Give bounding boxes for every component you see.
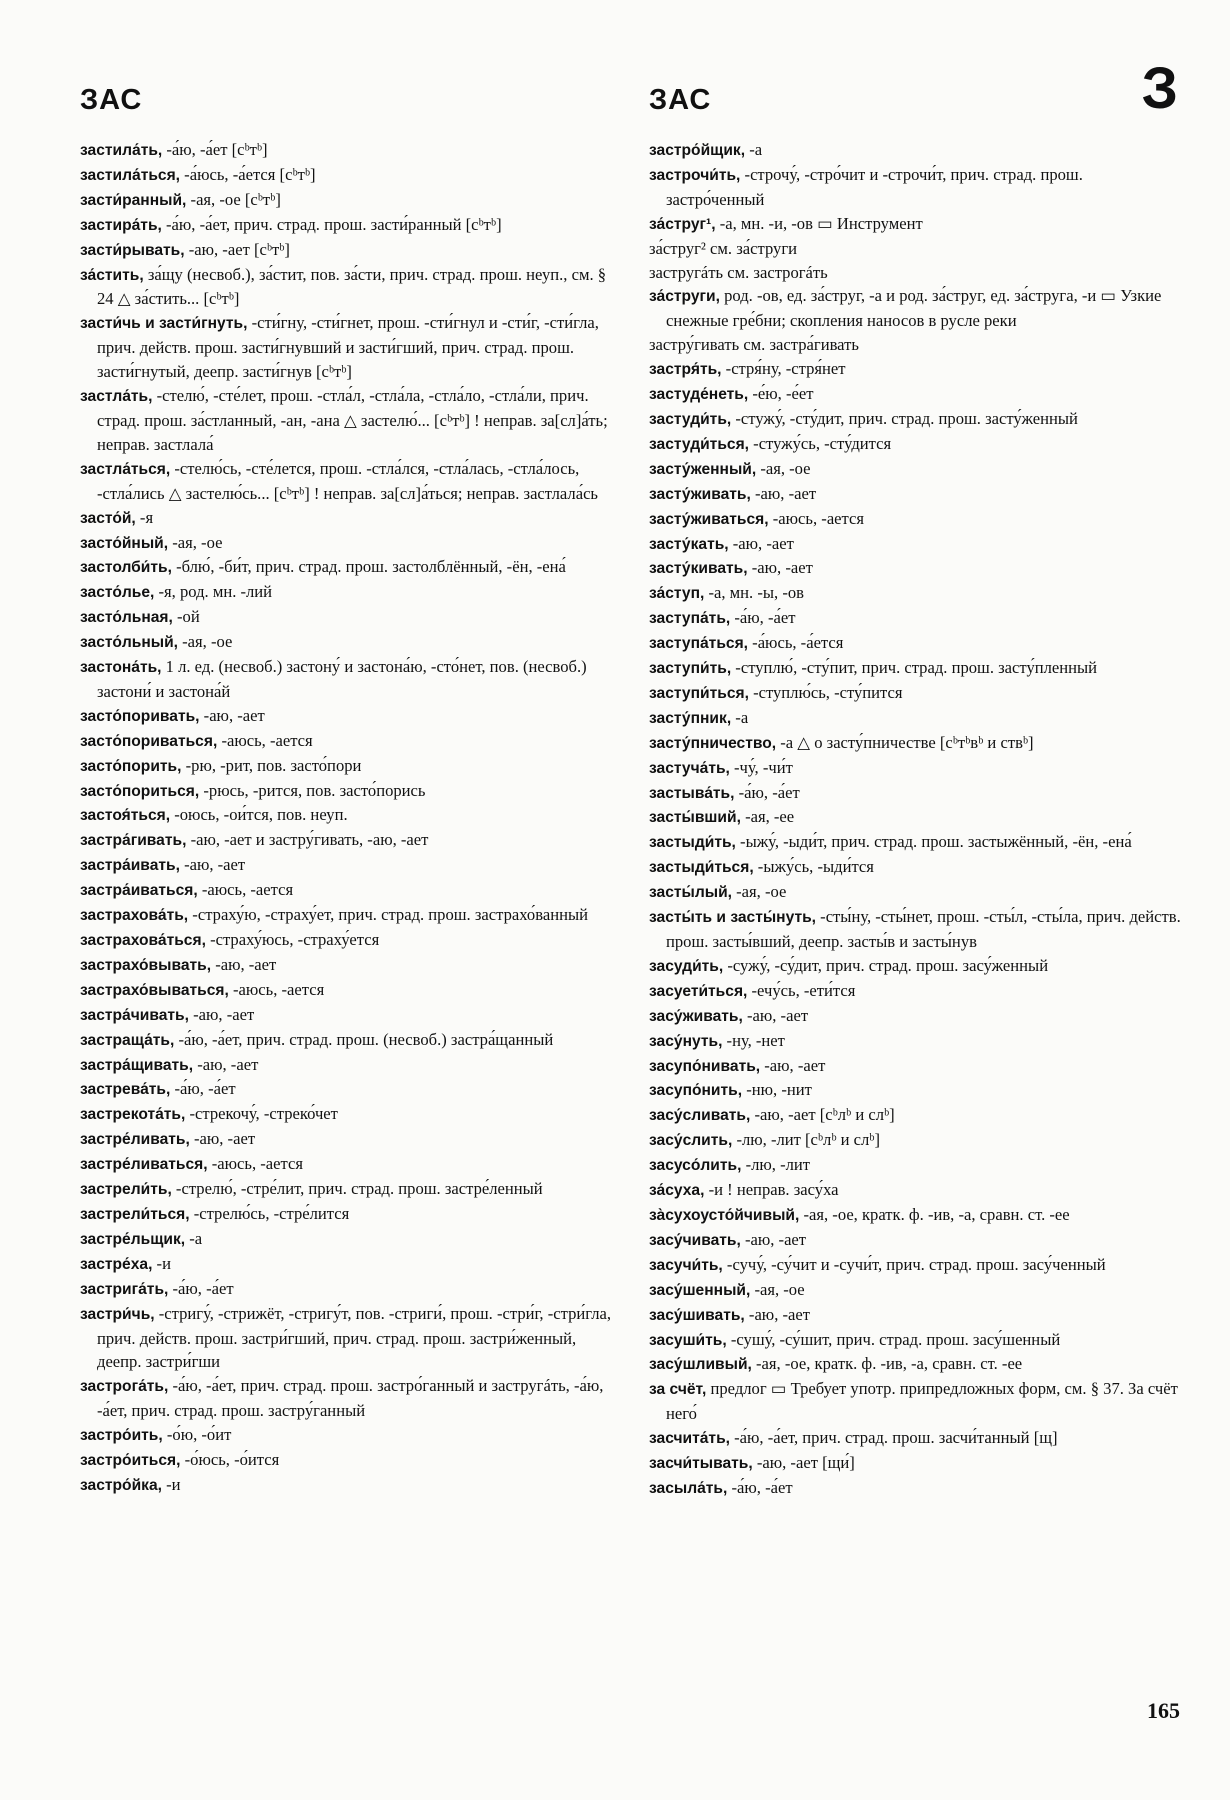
dictionary-entry — [80, 457, 615, 506]
headword: засу́шенный, — [649, 1281, 751, 1299]
headword: заступа́ться, — [649, 635, 749, 653]
headword: застуча́ть, — [649, 759, 730, 777]
headword: застуди́ть, — [649, 410, 732, 428]
headword: засу́чивать, — [649, 1231, 741, 1249]
entry-text: -ыжу́сь, -ыди́тся — [753, 857, 874, 877]
headword: застыди́ть, — [649, 834, 736, 852]
dictionary-entry — [80, 531, 615, 556]
entry-text: -стелю́сь, -сте́лется, прош. -стла́лся, -стла́лась, -стла́лось, -стла́лись △ застелю́сь... [сᵇтᵇ] ! неправ. за[сл]а́ться; неправ. застлала́сь — [97, 458, 599, 503]
entry-text: -сучу́, -су́чит и -сучи́т, прич. страд. прош. засу́ченный — [722, 1254, 1106, 1274]
dictionary-entry — [80, 1053, 615, 1078]
entry-text: -аю, -ает — [740, 1229, 807, 1249]
dictionary-entry — [80, 1374, 615, 1423]
entry-text: -аю, -ает — [750, 483, 817, 503]
entry-text: -ступлю́сь, -сту́пится — [748, 682, 903, 702]
entry-text: -аю, -ает — [747, 558, 813, 578]
dictionary-entry — [649, 432, 1184, 457]
headword: застрога́ть, — [80, 1378, 169, 1396]
dictionary-entry — [649, 1128, 1184, 1153]
headword: засупо́нить, — [649, 1082, 743, 1100]
dictionary-entry — [649, 357, 1184, 382]
headword: за счёт, — [649, 1381, 707, 1399]
entry-text: -аю, -ает [сᵇтᵇ] — [184, 239, 290, 259]
headword: застро́ить, — [80, 1427, 163, 1445]
entry-text: -а́ю, -а́ет, прич. страд. прош. (несвоб.) застра́щанный — [174, 1029, 554, 1049]
headword: за́суха, — [649, 1182, 705, 1200]
entry-text: -ступлю́, -сту́пит, прич. страд. прош. засту́пленный — [731, 658, 1098, 678]
entry-text: -стелю́, -сте́лет, прош. -стла́л, -стла́ла, -стла́ло, -стла́ли, прич. страд. прош. за́стланный, -ан, -ана △ застелю́... [сᵇтᵇ] ! неправ. за[сл]а́ть; неправ. застлала́ — [97, 386, 608, 454]
right-column — [649, 138, 1184, 1501]
entry-text: -ая, -ое — [178, 632, 233, 652]
dictionary-entry — [80, 1473, 615, 1498]
left-column — [80, 138, 615, 1498]
dictionary-entry — [80, 630, 615, 655]
dictionary-entry — [80, 1102, 615, 1127]
dictionary-entry — [80, 1177, 615, 1202]
dictionary-entry — [649, 1078, 1184, 1103]
dictionary-entry — [649, 1178, 1184, 1203]
headword: засуети́ться, — [649, 982, 748, 1000]
entry-text: -стрекочу́, -стреко́чет — [185, 1104, 338, 1124]
entry-text: -страху́ю, -страху́ет, прич. страд. прош. застрахо́ванный — [188, 905, 588, 925]
dictionary-entry — [80, 1077, 615, 1102]
headword: засти́чь и засти́гнуть, — [80, 315, 248, 333]
dictionary-entry — [80, 605, 615, 630]
headword: застра́ивать, — [80, 857, 180, 875]
headword: засто́лье, — [80, 584, 155, 602]
headword: застолби́ть, — [80, 559, 172, 577]
dictionary-entry — [649, 284, 1184, 333]
headword: засу́шивать, — [649, 1306, 745, 1324]
entry-text: -рю, -рит, пов. засто́пори — [181, 755, 362, 775]
entry-text: -и — [152, 1253, 171, 1273]
headword: застро́иться, — [80, 1452, 181, 1470]
dictionary-entry — [649, 979, 1184, 1004]
entry-text: застругáть см. застрогáть — [649, 262, 828, 282]
entry-text: -аю, -ает — [728, 533, 794, 553]
headword: застыди́ться, — [649, 859, 754, 877]
entry-text: -ечу́сь, -ети́тся — [747, 980, 856, 1000]
dictionary-entry — [80, 1227, 615, 1252]
headword: засыла́ть, — [649, 1479, 728, 1497]
headword: засчи́тывать, — [649, 1455, 753, 1473]
dictionary-entry — [649, 1278, 1184, 1303]
entry-text: -и — [161, 1474, 181, 1494]
entry-text: -аю, -ает — [193, 1054, 259, 1074]
dictionary-entry — [649, 905, 1184, 954]
dictionary-entry — [649, 954, 1184, 979]
headword: засуши́ть, — [649, 1331, 727, 1349]
entry-text: -ыжу́, -ыди́т, прич. страд. прош. застыжённый, -ён, -ена́ — [735, 832, 1132, 852]
headword: засту́кать, — [649, 535, 729, 553]
dictionary-entry — [80, 1152, 615, 1177]
entry-text: -ая, -ое, кратк. ф. -ив, -а, сравн. ст. -ее — [799, 1204, 1070, 1224]
dictionary-entry — [649, 1303, 1184, 1328]
headword: застраща́ть, — [80, 1031, 175, 1049]
entry-text: -ну, -нет — [722, 1030, 785, 1050]
headword: застре́ха, — [80, 1255, 153, 1273]
entry-text: -чу́, -чи́т — [729, 757, 793, 777]
headword: застрахо́вывать, — [80, 956, 212, 974]
running-head-left: ЗАС — [80, 84, 143, 116]
entry-text: -ая, -ое — [750, 1279, 805, 1299]
headword: застрига́ть, — [80, 1280, 169, 1298]
entry-text: -стужу́сь, -сту́дится — [749, 433, 892, 453]
entry-text: -а — [731, 707, 749, 727]
entry-text: -ая, -ое [сᵇтᵇ] — [186, 189, 281, 209]
dictionary-entry — [649, 581, 1184, 606]
entry-text: -лю, -лит — [741, 1155, 811, 1175]
headword: засту́пничество, — [649, 734, 777, 752]
headword: засу́живать, — [649, 1007, 743, 1025]
dictionary-entry — [80, 953, 615, 978]
dictionary-entry — [80, 1028, 615, 1053]
entry-text: -а́юсь, -а́ется [сᵇтᵇ] — [180, 164, 316, 184]
entry-text: -аю, -ает — [179, 855, 246, 875]
dictionary-entry — [649, 212, 1184, 237]
entry-text: -а́ю, -а́ет, прич. страд. прош. застро́ганный и застругáть, -а́ю, -а́ет, прич. страд. прош. застру́ганный — [97, 1376, 604, 1421]
entry-text: -аюсь, -ается — [207, 1154, 303, 1174]
entry-text: -аю, -ает — [189, 1129, 256, 1149]
entry-text: -а́ю, -а́ет — [170, 1079, 236, 1099]
entry-text: -а́ю, -а́ет, прич. страд. прош. засчи́танный [щ] — [730, 1428, 1058, 1448]
headword: заступи́ться, — [649, 684, 749, 702]
dictionary-entry — [649, 1451, 1184, 1476]
entry-text: -аю, -ает — [199, 705, 265, 725]
headword: за́стить, — [80, 266, 144, 284]
headword: засты́лый, — [649, 884, 732, 902]
running-head-right: ЗАС — [649, 84, 712, 116]
dictionary-entry — [80, 138, 615, 163]
headword: за́струги, — [649, 288, 720, 306]
headword: засусо́лить, — [649, 1157, 742, 1175]
dictionary-entry — [649, 482, 1184, 507]
headword: застри́чь, — [80, 1305, 155, 1323]
page-number: 165 — [1147, 1698, 1180, 1723]
headword: засти́рывать, — [80, 241, 185, 259]
headword: засту́женный, — [649, 460, 757, 478]
dictionary-entry — [649, 1054, 1184, 1079]
entry-text: -аюсь, -ается — [217, 730, 313, 750]
dictionary-entry — [80, 238, 615, 263]
entry-text: -аю, -ает — [742, 1005, 809, 1025]
headword: засто́пориться, — [80, 782, 200, 800]
dictionary-entry — [649, 1103, 1184, 1128]
dictionary-entry — [80, 704, 615, 729]
headword: застыва́ть, — [649, 784, 735, 802]
dictionary-entry — [649, 407, 1184, 432]
entry-text: -аю, -ает и застру́гивать, -аю, -ает — [186, 830, 429, 850]
dictionary-entry — [649, 781, 1184, 806]
entry-text: -страху́юсь, -страху́ется — [205, 930, 380, 949]
headword: застрахова́ть, — [80, 907, 189, 925]
headword: застла́ться, — [80, 460, 171, 478]
entry-text: -аюсь, -ается — [197, 880, 294, 900]
dictionary-entry — [649, 138, 1184, 163]
dictionary-entry — [80, 754, 615, 779]
entry-text: -стужу́, -сту́дит, прич. страд. прош. засту́женный — [731, 408, 1078, 428]
headword: застро́йка, — [80, 1476, 162, 1494]
entry-text: -сушу́, -су́шит, прич. страд. прош. засу́шенный — [726, 1329, 1061, 1349]
dictionary-entry — [649, 731, 1184, 756]
headword: застрахо́вываться, — [80, 981, 229, 999]
entry-text: -о́ю, -о́ит — [162, 1425, 232, 1445]
dictionary-entry — [80, 1252, 615, 1277]
entry-text: -ая, -ое, кратк. ф. -ив, -а, сравн. ст. -ее — [751, 1354, 1023, 1374]
headword: засту́живать, — [649, 485, 751, 503]
entry-text: -аюсь, -ается — [228, 979, 325, 999]
entry-text: -ню, -нит — [742, 1080, 812, 1100]
dictionary-entry — [649, 1253, 1184, 1278]
headword: застила́ться, — [80, 166, 181, 184]
headword: застре́льщик, — [80, 1230, 186, 1248]
entry-text: -стрелю́сь, -стре́лится — [189, 1203, 350, 1223]
headword: застра́щивать, — [80, 1056, 194, 1074]
dictionary-entry — [80, 779, 615, 804]
headword: застрекота́ть, — [80, 1106, 186, 1124]
entry-text: застру́гивать см. застра́гивать — [649, 335, 859, 355]
entry-text: 1 л. ед. (несвоб.) застону́ и застона́ю, -сто́нет, пов. (несвоб.) застони́ и застона́й — [97, 657, 587, 701]
entry-text: -ая, -ое — [756, 458, 811, 478]
dictionary-entry — [80, 163, 615, 188]
dictionary-entry — [649, 1426, 1184, 1451]
dictionary-entry — [80, 878, 615, 903]
entry-text: -сты́ну, -сты́нет, прош. -сты́л, -сты́ла, прич. действ. прош. засты́вший, деепр. засты́в и засты́нув — [666, 907, 1181, 951]
headword: засто́й, — [80, 509, 136, 527]
dictionary-entry — [649, 532, 1184, 557]
entry-text: за́струг² см. за́струги — [649, 238, 798, 258]
entry-text: -ая, -ое — [732, 882, 787, 902]
headword: засто́пориваться, — [80, 732, 218, 750]
dictionary-entry — [80, 803, 615, 828]
entry-text: -а́ю, -а́ет [сᵇтᵇ] — [162, 140, 268, 159]
dictionary-entry — [80, 729, 615, 754]
entry-text: -и ! неправ. засу́ха — [704, 1180, 839, 1200]
dictionary-entry — [80, 506, 615, 531]
entry-text: -ая, -ее — [740, 807, 795, 827]
entry-text: -стря́ну, -стря́нет — [721, 359, 846, 379]
headword: за̀сухоусто́йчивый, — [649, 1206, 800, 1224]
headword: засуди́ть, — [649, 957, 724, 975]
entry-text: -стригу́, -стрижёт, -стригу́т, пов. -стриги́, прош. -стри́г, -стри́гла, прич. действ. прош. застри́гший, прич. страд. прош. застри́женный, деепр. застри́гши — [97, 1303, 612, 1372]
headword: застрели́ть, — [80, 1181, 172, 1199]
entry-text: -ой — [172, 607, 200, 627]
dictionary-entry — [649, 382, 1184, 407]
dictionary-entry — [649, 1004, 1184, 1029]
headword: застря́ть, — [649, 361, 722, 379]
headword: засто́льная, — [80, 609, 173, 627]
entry-text: -я — [135, 507, 154, 527]
dictionary-entry — [80, 188, 615, 213]
dictionary-entry — [649, 507, 1184, 532]
headword: засто́порить, — [80, 757, 182, 775]
dictionary-entry — [649, 1029, 1184, 1054]
dictionary-entry — [80, 655, 615, 704]
entry-text: -а, мн. -ы, -ов — [704, 583, 804, 603]
entry-text: -сти́гну, -сти́гнет, прош. -сти́гнул и -сти́г, -сти́гла, прич. действ. прош. засти́гнувший и засти́гший, прич. страд. прош. засти́гнутый, деепр. засти́гнув [сᵇтᵇ] — [97, 313, 599, 382]
headword: засты́ть и засты́нуть, — [649, 909, 817, 927]
entry-text: -а — [745, 140, 763, 159]
headword: засти́ранный, — [80, 191, 187, 209]
dictionary-entry — [649, 556, 1184, 581]
entry-text: -строчу́, -стро́чит и -строчи́т, прич. страд. прош. застро́ченный — [666, 164, 1083, 209]
dictionary-entry — [649, 1352, 1184, 1377]
headword: засучи́ть, — [649, 1256, 723, 1274]
entry-text: -лю, -лит [сᵇлᵇ и слᵇ] — [732, 1130, 880, 1150]
dictionary-entry — [80, 853, 615, 878]
headword: застоя́ться, — [80, 807, 171, 825]
entry-text: -а́ю, -а́ет — [730, 608, 796, 628]
headword: застила́ть, — [80, 142, 163, 159]
entry-text: -а́ю, -а́ет, прич. страд. прош. засти́ранный [сᵇтᵇ] — [161, 214, 502, 234]
section-letter: З — [1141, 56, 1178, 121]
entry-text: -а, мн. -и, -ов ▭ Инструмент — [715, 213, 923, 233]
headword: засту́кивать, — [649, 560, 748, 578]
entry-text: -а — [185, 1228, 203, 1248]
entry-text: -а́ю, -а́ет — [168, 1278, 234, 1298]
dictionary-entry — [649, 261, 1184, 285]
dictionary-entry — [649, 631, 1184, 656]
headword: засту́пник, — [649, 709, 732, 727]
dictionary-entry — [80, 263, 615, 312]
dictionary-entry — [649, 880, 1184, 905]
dictionary-entry — [649, 1328, 1184, 1353]
headword: засупо́нивать, — [649, 1057, 761, 1075]
dictionary-entry — [649, 855, 1184, 880]
dictionary-entry — [649, 830, 1184, 855]
headword: застла́ть, — [80, 388, 153, 406]
dictionary-entry — [649, 333, 1184, 357]
dictionary-entry — [80, 1277, 615, 1302]
dictionary-entry — [80, 978, 615, 1003]
dictionary-entry — [649, 606, 1184, 631]
entry-text: -о́юсь, -о́ится — [180, 1450, 280, 1470]
headword: засто́льный, — [80, 634, 178, 652]
headword: засту́живаться, — [649, 510, 769, 528]
entry-text: -стрелю́, -стре́лит, прич. страд. прош. застре́ленный — [171, 1179, 543, 1199]
headword: застрева́ть, — [80, 1081, 171, 1099]
headword: застра́чивать, — [80, 1006, 189, 1024]
dictionary-entry — [649, 706, 1184, 731]
dictionary-entry — [649, 1203, 1184, 1228]
dictionary-entry — [80, 311, 615, 384]
headword: заступи́ть, — [649, 660, 732, 678]
dictionary-entry — [80, 1003, 615, 1028]
headword: застро́йщик, — [649, 142, 746, 159]
entry-text: -ая, -ое — [168, 532, 223, 552]
headword: засу́слить, — [649, 1132, 733, 1150]
headword: засчита́ть, — [649, 1430, 730, 1448]
headword: засу́шливый, — [649, 1356, 752, 1374]
entry-text: -аю, -ает [сᵇлᵇ и слᵇ] — [750, 1105, 895, 1125]
dictionary-entry — [80, 555, 615, 580]
entry-text: за́щу (несвоб.), за́стит, пов. за́сти, прич. страд. прош. неуп., см. § 24 △ за́стить... [сᵇтᵇ] — [97, 264, 607, 309]
entry-text: -оюсь, -ои́тся, пов. неуп. — [170, 805, 348, 825]
entry-text: -аю, -ает — [744, 1304, 811, 1324]
headword: застрочи́ть, — [649, 166, 741, 184]
entry-text: -аю, -ает — [188, 1004, 255, 1024]
entry-text: -сужу́, -су́дит, прич. страд. прош. засу́женный — [723, 955, 1049, 975]
headword: застуди́ться, — [649, 435, 750, 453]
entry-text: -а́юсь, -а́ется — [748, 633, 844, 653]
headword: застира́ть, — [80, 216, 162, 234]
headword: засто́поривать, — [80, 707, 200, 725]
entry-text: -а́ю, -а́ет — [734, 782, 800, 802]
dictionary-entry — [649, 681, 1184, 706]
dictionary-entry — [649, 163, 1184, 212]
entry-text: -блю́, -би́т, прич. страд. прош. застолблённый, -ён, -ена́ — [171, 557, 566, 577]
dictionary-entry — [80, 580, 615, 605]
headword: засу́нуть, — [649, 1032, 723, 1050]
entry-text: -аю, -ает — [760, 1055, 826, 1075]
entry-text: род. -ов, ед. за́струг, -а и род. за́струг, ед. за́струга, -и ▭ Узкие снежные гре́бни; скопления наносов в русле реки — [666, 286, 1162, 331]
headword: застре́ливаться, — [80, 1156, 208, 1174]
dictionary-entry — [649, 656, 1184, 681]
dictionary-entry — [80, 1202, 615, 1227]
entry-text: -аю, -ает — [211, 954, 277, 974]
dictionary-entry — [80, 928, 615, 953]
headword: за́ступ, — [649, 585, 705, 603]
dictionary-entry — [80, 1448, 615, 1473]
headword: заступа́ть, — [649, 610, 731, 628]
dictionary-entry — [649, 1476, 1184, 1501]
dictionary-entry — [649, 1153, 1184, 1178]
dictionary-entry — [80, 1423, 615, 1448]
entry-text: -рюсь, -рится, пов. засто́порись — [199, 780, 426, 800]
dictionary-entry — [80, 1302, 615, 1375]
headword: застона́ть, — [80, 659, 162, 677]
headword: застра́гивать, — [80, 832, 187, 850]
headword: засто́йный, — [80, 534, 169, 552]
entry-text: -я, род. мн. -лий — [154, 582, 273, 602]
entry-text: -а́ю, -а́ет — [727, 1477, 793, 1497]
headword: застре́ливать, — [80, 1131, 190, 1149]
dictionary-entry — [80, 1127, 615, 1152]
dictionary-entry — [80, 903, 615, 928]
headword: застрахова́ться, — [80, 932, 206, 949]
headword: засу́сливать, — [649, 1107, 751, 1125]
entry-text: -а △ о засту́пничестве [сᵇтᵇвᵇ и ствᵇ] — [776, 732, 1034, 752]
entry-text: предлог ▭ Требует употр. припредложных форм, см. § 37. За счёт него́ — [666, 1379, 1178, 1424]
entry-text: -аю, -ает [щи́] — [752, 1453, 855, 1473]
dictionary-entry — [649, 457, 1184, 482]
headword: застра́иваться, — [80, 882, 198, 900]
dictionary-entry — [80, 213, 615, 238]
entry-text: -е́ю, -е́ет — [748, 384, 814, 404]
headword: засты́вший, — [649, 809, 741, 827]
entry-text: -аюсь, -ается — [768, 508, 864, 528]
dictionary-entry — [649, 1228, 1184, 1253]
dictionary-entry — [649, 805, 1184, 830]
dictionary-entry — [80, 384, 615, 457]
dictionary-entry — [80, 828, 615, 853]
dictionary-entry — [649, 756, 1184, 781]
dictionary-entry — [649, 1377, 1184, 1426]
dictionary-entry — [649, 237, 1184, 261]
headword: за́струг¹, — [649, 215, 716, 233]
headword: застрели́ться, — [80, 1205, 190, 1223]
headword: застуде́неть, — [649, 386, 749, 404]
